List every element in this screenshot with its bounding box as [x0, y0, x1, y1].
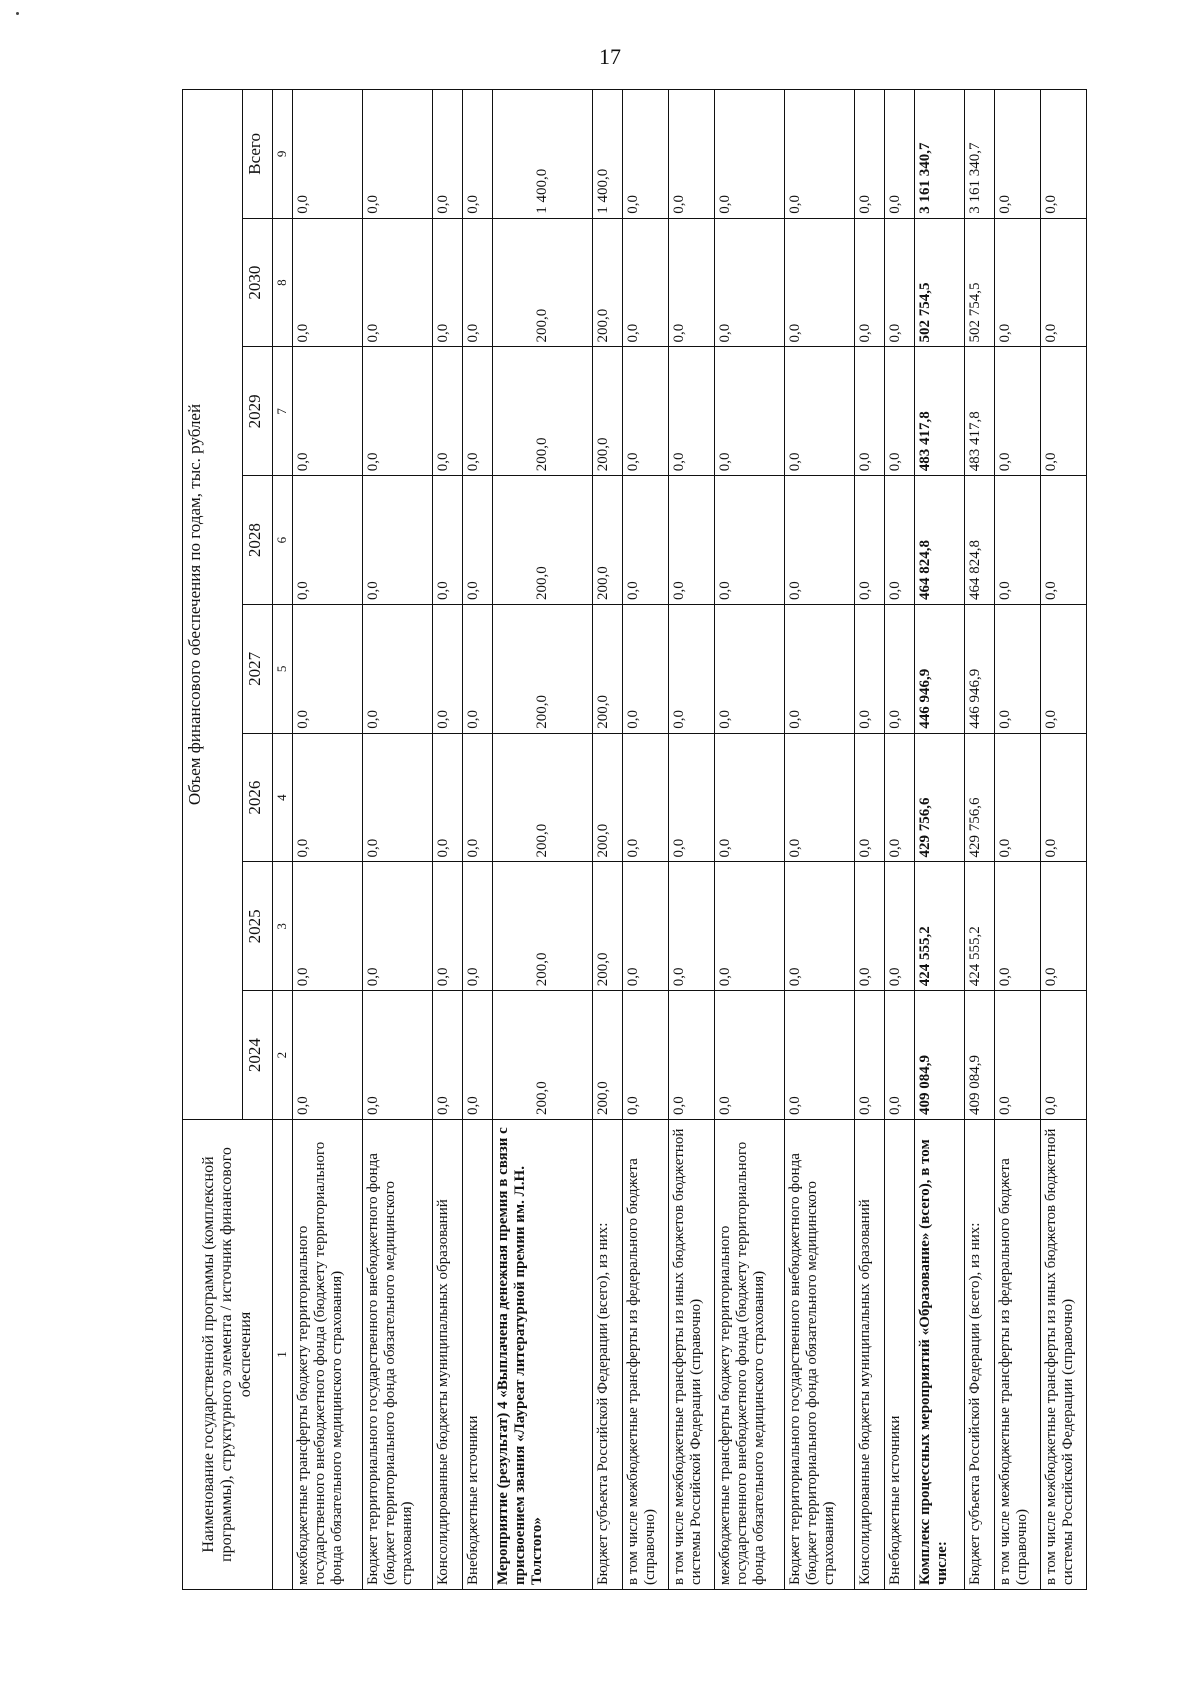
row-value: 0,0	[668, 991, 714, 1120]
row-value: 0,0	[854, 991, 884, 1120]
row-value: 0,0	[714, 605, 784, 734]
row-value: 502 754,5	[964, 218, 994, 347]
row-value: 3 161 340,7	[964, 89, 994, 218]
row-value: 0,0	[622, 733, 668, 862]
row-value: 1 400,0	[492, 89, 592, 218]
table-row	[432, 89, 462, 1589]
row-value: 0,0	[668, 733, 714, 862]
row-value: 429 756,6	[964, 733, 994, 862]
row-value: 0,0	[432, 347, 462, 476]
row-value: 0,0	[994, 862, 1040, 991]
row-name: Консолидированные бюджеты муниципальных образований	[432, 1120, 462, 1590]
row-value: 0,0	[854, 605, 884, 734]
row-value: 0,0	[994, 347, 1040, 476]
row-value: 0,0	[1040, 733, 1086, 862]
row-name: межбюджетные трансферты бюджету территориального государственного внебюджетного фонда (бюджету территориального фонда обязательного медицинского страхования)	[292, 1120, 362, 1590]
financing-table	[182, 89, 1087, 1590]
row-value: 409 084,9	[964, 991, 994, 1120]
row-value: 0,0	[462, 218, 492, 347]
row-value: 0,0	[622, 347, 668, 476]
row-value: 0,0	[462, 733, 492, 862]
table-row	[784, 89, 854, 1589]
row-value: 0,0	[362, 733, 432, 862]
row-value: 0,0	[714, 347, 784, 476]
row-value: 0,0	[622, 605, 668, 734]
row-value: 0,0	[784, 218, 854, 347]
row-value: 0,0	[668, 347, 714, 476]
row-value: 0,0	[622, 89, 668, 218]
header-year: 2030	[243, 218, 273, 347]
row-name: в том числе межбюджетные трансферты из федерального бюджета (справочно)	[994, 1120, 1040, 1590]
row-value: 200,0	[492, 862, 592, 991]
row-value: 0,0	[784, 476, 854, 605]
row-value: 200,0	[592, 862, 622, 991]
row-value: 502 754,5	[914, 218, 964, 347]
row-value: 0,0	[1040, 347, 1086, 476]
row-value: 200,0	[492, 733, 592, 862]
header-total: Всего	[243, 89, 273, 218]
row-value: 0,0	[462, 89, 492, 218]
row-value: 0,0	[362, 89, 432, 218]
header-year: 2026	[243, 733, 273, 862]
row-value: 0,0	[714, 89, 784, 218]
row-value: 0,0	[1040, 605, 1086, 734]
row-value: 0,0	[994, 89, 1040, 218]
row-value: 0,0	[854, 218, 884, 347]
row-value: 0,0	[994, 605, 1040, 734]
row-value: 0,0	[884, 89, 914, 218]
table-row	[492, 89, 592, 1589]
column-number: 7	[273, 347, 293, 476]
row-value: 200,0	[592, 605, 622, 734]
row-value: 0,0	[622, 991, 668, 1120]
row-name: Внебюджетные источники	[884, 1120, 914, 1590]
row-value: 446 946,9	[964, 605, 994, 734]
row-value: 0,0	[292, 733, 362, 862]
header-year: 2028	[243, 476, 273, 605]
row-value: 200,0	[492, 605, 592, 734]
row-value: 0,0	[432, 605, 462, 734]
row-value: 0,0	[854, 862, 884, 991]
row-value: 200,0	[492, 347, 592, 476]
table-row	[592, 89, 622, 1589]
row-value: 200,0	[492, 991, 592, 1120]
column-number: 4	[273, 733, 293, 862]
row-value: 0,0	[714, 991, 784, 1120]
row-value: 0,0	[432, 89, 462, 218]
row-value: 0,0	[362, 605, 432, 734]
row-value: 0,0	[292, 605, 362, 734]
row-value: 0,0	[884, 476, 914, 605]
row-value: 424 555,2	[914, 862, 964, 991]
row-value: 200,0	[592, 733, 622, 862]
row-value: 0,0	[462, 605, 492, 734]
row-value: 0,0	[622, 862, 668, 991]
row-value: 483 417,8	[914, 347, 964, 476]
row-value: 0,0	[462, 476, 492, 605]
row-value: 0,0	[784, 89, 854, 218]
row-value: 0,0	[432, 991, 462, 1120]
page-number: 17	[599, 44, 621, 69]
row-value: 0,0	[362, 476, 432, 605]
row-value: 0,0	[884, 733, 914, 862]
row-value: 483 417,8	[964, 347, 994, 476]
row-value: 0,0	[462, 991, 492, 1120]
row-value: 200,0	[492, 476, 592, 605]
table-row	[994, 89, 1040, 1589]
table-row	[884, 89, 914, 1589]
table-row	[714, 89, 784, 1589]
table-row	[914, 89, 964, 1589]
row-value: 0,0	[854, 347, 884, 476]
table-row	[1040, 89, 1086, 1589]
row-name: Бюджет субъекта Российской Федерации (всего), из них:	[964, 1120, 994, 1590]
row-value: 0,0	[994, 991, 1040, 1120]
column-number: 3	[273, 862, 293, 991]
row-value: 0,0	[784, 991, 854, 1120]
row-value: 0,0	[854, 733, 884, 862]
row-value: 0,0	[784, 347, 854, 476]
row-value: 200,0	[592, 347, 622, 476]
row-value: 464 824,8	[914, 476, 964, 605]
column-number: 2	[273, 991, 293, 1120]
header-group-title: Объем финансового обеспечения по годам, тыс. рублей	[183, 89, 243, 1119]
row-value: 0,0	[292, 991, 362, 1120]
table-row	[292, 89, 362, 1589]
header-year: 2027	[243, 605, 273, 734]
column-number: 5	[273, 605, 293, 734]
row-value: 0,0	[362, 347, 432, 476]
row-value: 0,0	[362, 862, 432, 991]
row-value: 0,0	[622, 218, 668, 347]
row-value: 0,0	[362, 218, 432, 347]
row-name: Бюджет территориального государственного внебюджетного фонда (бюджет территориального фонда обязательного медицинского страхования)	[362, 1120, 432, 1590]
row-value: 0,0	[462, 862, 492, 991]
row-name: Бюджет субъекта Российской Федерации (всего), из них:	[592, 1120, 622, 1590]
row-value: 446 946,9	[914, 605, 964, 734]
row-value: 0,0	[994, 733, 1040, 862]
row-value: 0,0	[668, 605, 714, 734]
row-value: 0,0	[884, 862, 914, 991]
column-number: 6	[273, 476, 293, 605]
row-value: 0,0	[668, 476, 714, 605]
table-row	[362, 89, 432, 1589]
row-value: 200,0	[592, 991, 622, 1120]
row-value: 0,0	[784, 862, 854, 991]
row-value: 200,0	[492, 218, 592, 347]
row-name: Бюджет территориального государственного внебюджетного фонда (бюджет территориального фонда обязательного медицинского страхования)	[784, 1120, 854, 1590]
header-year: 2025	[243, 862, 273, 991]
row-value: 0,0	[292, 347, 362, 476]
row-value: 0,0	[668, 862, 714, 991]
row-value: 0,0	[784, 605, 854, 734]
row-name: межбюджетные трансферты бюджету территориального государственного внебюджетного фонда (бюджету территориального фонда обязательного медицинского страхования)	[714, 1120, 784, 1590]
row-name: Консолидированные бюджеты муниципальных образований	[854, 1120, 884, 1590]
row-value: 3 161 340,7	[914, 89, 964, 218]
row-name: в том числе межбюджетные трансферты из федерального бюджета (справочно)	[622, 1120, 668, 1590]
row-value: 0,0	[362, 991, 432, 1120]
row-value: 0,0	[994, 218, 1040, 347]
row-value: 0,0	[884, 218, 914, 347]
row-value: 0,0	[432, 862, 462, 991]
row-name: в том числе межбюджетные трансферты из иных бюджетов бюджетной системы Российской Федерации (справочно)	[668, 1120, 714, 1590]
row-value: 0,0	[432, 733, 462, 862]
row-value: 0,0	[668, 89, 714, 218]
table-row	[462, 89, 492, 1589]
row-value: 0,0	[292, 476, 362, 605]
row-value: 0,0	[292, 89, 362, 218]
row-value: 429 756,6	[914, 733, 964, 862]
row-value: 0,0	[1040, 476, 1086, 605]
row-value: 200,0	[592, 476, 622, 605]
row-value: 0,0	[1040, 218, 1086, 347]
row-value: 0,0	[884, 991, 914, 1120]
header-year: 2024	[243, 991, 273, 1120]
table-row	[668, 89, 714, 1589]
row-value: 0,0	[292, 218, 362, 347]
row-value: 464 824,8	[964, 476, 994, 605]
header-name-column: Наименование государственной программы (комплексной программы), структурного элемента / источник финансового обеспечения	[183, 1120, 273, 1590]
row-value: 0,0	[1040, 862, 1086, 991]
row-value: 0,0	[884, 347, 914, 476]
column-number: 8	[273, 218, 293, 347]
row-value: 0,0	[784, 733, 854, 862]
row-value: 0,0	[854, 89, 884, 218]
row-name: Внебюджетные источники	[462, 1120, 492, 1590]
row-value: 0,0	[854, 476, 884, 605]
row-value: 0,0	[668, 218, 714, 347]
row-value: 0,0	[292, 862, 362, 991]
row-name: в том числе межбюджетные трансферты из иных бюджетов бюджетной системы Российской Федерации (справочно)	[1040, 1120, 1086, 1590]
row-name: Комплекс процессных мероприятий «Образование» (всего), в том числе:	[914, 1120, 964, 1590]
rotated-table-container	[182, 90, 1077, 1590]
row-value: 0,0	[994, 476, 1040, 605]
header-year: 2029	[243, 347, 273, 476]
column-number: 1	[273, 1120, 293, 1590]
row-value: 0,0	[714, 476, 784, 605]
table-row	[964, 89, 994, 1589]
row-value: 200,0	[592, 218, 622, 347]
row-value: 409 084,9	[914, 991, 964, 1120]
row-value: 0,0	[884, 605, 914, 734]
scan-speck	[16, 12, 19, 15]
row-value: 0,0	[714, 218, 784, 347]
row-value: 0,0	[432, 476, 462, 605]
row-value: 0,0	[462, 347, 492, 476]
row-value: 0,0	[1040, 89, 1086, 218]
row-name: Мероприятие (результат) 4 «Выплачена денежная премия в связи с присвоением звания «Лауреат литературной премии им. Л.Н. Толстого»	[492, 1120, 592, 1590]
row-value: 0,0	[622, 476, 668, 605]
row-value: 0,0	[714, 862, 784, 991]
row-value: 0,0	[714, 733, 784, 862]
row-value: 0,0	[1040, 991, 1086, 1120]
row-value: 0,0	[432, 218, 462, 347]
table-row	[622, 89, 668, 1589]
row-value: 1 400,0	[592, 89, 622, 218]
table-row	[854, 89, 884, 1589]
column-number: 9	[273, 89, 293, 218]
row-value: 424 555,2	[964, 862, 994, 991]
